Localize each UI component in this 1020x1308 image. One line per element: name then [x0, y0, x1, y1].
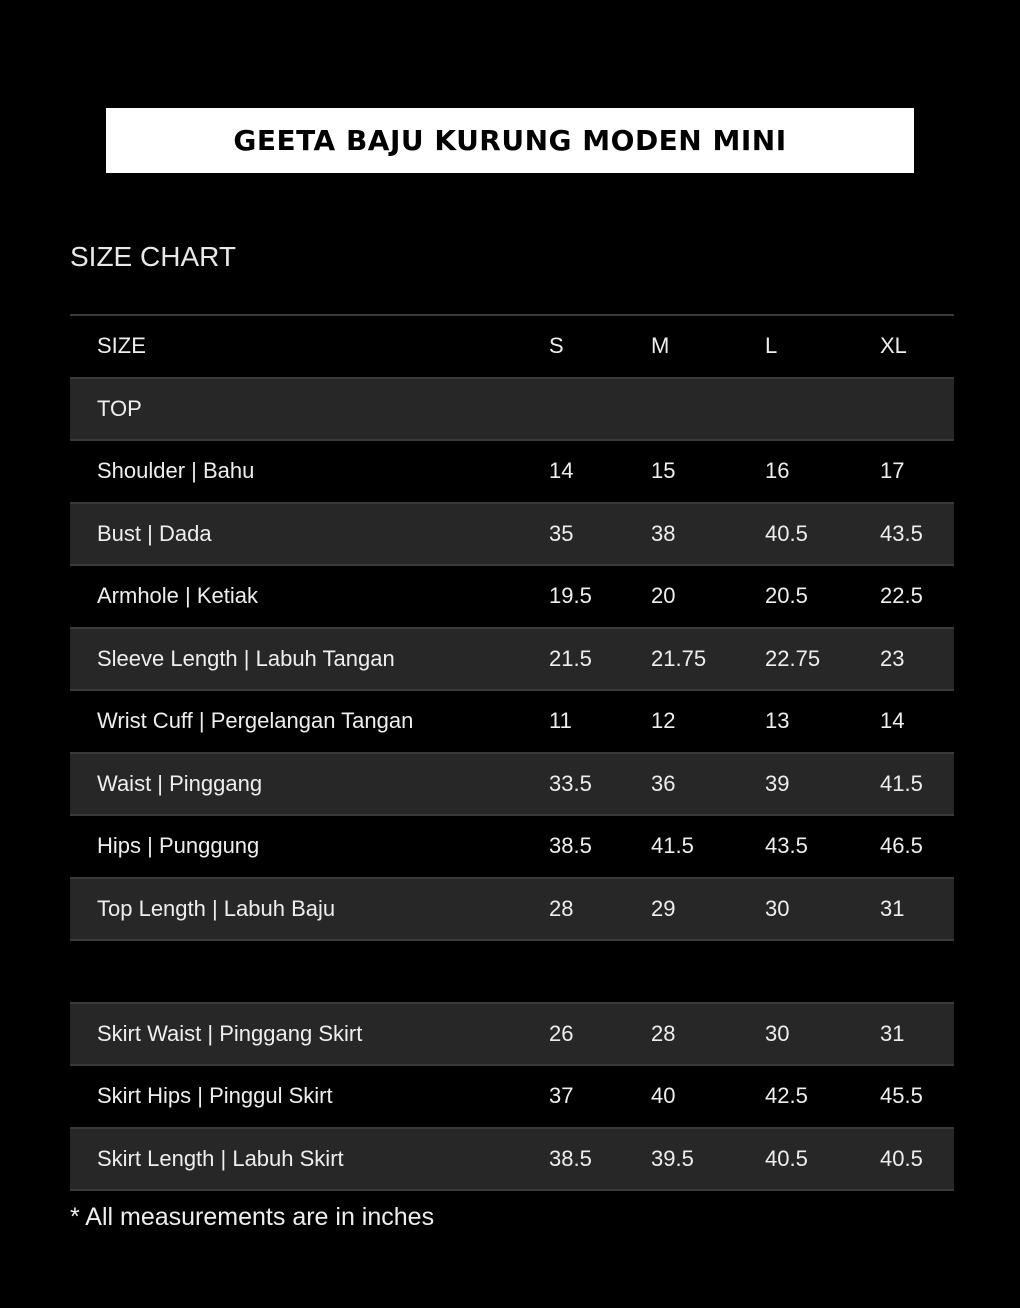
- header-size: SIZE: [97, 333, 146, 359]
- value-xl: 40.5: [880, 1145, 923, 1171]
- value-xl: 23: [880, 645, 905, 671]
- value-l: 42.5: [765, 1083, 808, 1109]
- value-m: 39.5: [651, 1145, 694, 1171]
- table-row: [70, 691, 954, 754]
- value-xl: 41.5: [880, 770, 923, 796]
- value-xl: 14: [880, 708, 905, 734]
- value-m: 36: [651, 770, 676, 796]
- section-spacer-row: [70, 941, 954, 1004]
- value-m: 28: [651, 1020, 676, 1046]
- value-s: 38.5: [549, 833, 592, 859]
- value-s: 37: [549, 1083, 574, 1109]
- measurement-footnote: * All measurements are in inches: [70, 1203, 435, 1231]
- value-m: 15: [651, 458, 676, 484]
- section-top-label: TOP: [97, 395, 142, 421]
- header-l: L: [765, 333, 778, 359]
- value-s: 21.5: [549, 645, 592, 671]
- measurement-label: Skirt Waist | Pinggang Skirt: [97, 1020, 363, 1046]
- table-row: [70, 754, 954, 817]
- value-s: 33.5: [549, 770, 592, 796]
- measurement-label: Hips | Punggung: [97, 833, 260, 859]
- value-l: 13: [765, 708, 790, 734]
- value-xl: 22.5: [880, 583, 923, 609]
- value-l: 30: [765, 1020, 790, 1046]
- measurement-label: Skirt Hips | Pinggul Skirt: [97, 1083, 333, 1109]
- value-l: 16: [765, 458, 790, 484]
- value-s: 14: [549, 458, 574, 484]
- value-l: 40.5: [765, 1145, 808, 1171]
- value-m: 20: [651, 583, 676, 609]
- value-m: 29: [651, 895, 676, 921]
- table-row: [70, 879, 954, 942]
- value-l: 20.5: [765, 583, 808, 609]
- value-l: 22.75: [765, 645, 821, 671]
- measurement-label: Sleeve Length | Labuh Tangan: [97, 645, 395, 671]
- value-xl: 31: [880, 1020, 905, 1046]
- table-row: [70, 816, 954, 879]
- table-header-row: [70, 316, 954, 379]
- value-m: 40: [651, 1083, 676, 1109]
- value-l: 30: [765, 895, 790, 921]
- value-s: 26: [549, 1020, 574, 1046]
- title-banner: [106, 108, 914, 173]
- header-m: M: [651, 333, 670, 359]
- table-row: [70, 1066, 954, 1129]
- value-xl: 43.5: [880, 520, 923, 546]
- table-row: [70, 629, 954, 692]
- value-xl: 17: [880, 458, 905, 484]
- value-xl: 45.5: [880, 1083, 923, 1109]
- header-s: S: [549, 333, 564, 359]
- table-row: [70, 1004, 954, 1067]
- value-l: 43.5: [765, 833, 808, 859]
- value-l: 40.5: [765, 520, 808, 546]
- value-m: 38: [651, 520, 676, 546]
- table-row: [70, 566, 954, 629]
- measurement-label: Waist | Pinggang: [97, 770, 263, 796]
- header-xl: XL: [880, 333, 907, 359]
- page-title: GEETA BAJU KURUNG MODEN MINI: [233, 124, 787, 157]
- value-l: 39: [765, 770, 790, 796]
- value-s: 11: [549, 708, 572, 734]
- measurement-label: Wrist Cuff | Pergelangan Tangan: [97, 708, 414, 734]
- value-s: 38.5: [549, 1145, 592, 1171]
- size-table: [70, 314, 954, 1191]
- table-row: [70, 1129, 954, 1192]
- measurement-label: Shoulder | Bahu: [97, 458, 255, 484]
- size-chart-heading: SIZE CHART: [70, 241, 236, 272]
- value-xl: 31: [880, 895, 905, 921]
- measurement-label: Skirt Length | Labuh Skirt: [97, 1145, 344, 1171]
- measurement-label: Bust | Dada: [97, 520, 212, 546]
- measurement-label: Top Length | Labuh Baju: [97, 895, 336, 921]
- table-row: [70, 504, 954, 567]
- value-m: 41.5: [651, 833, 694, 859]
- value-s: 28: [549, 895, 574, 921]
- value-xl: 46.5: [880, 833, 923, 859]
- value-s: 19.5: [549, 583, 592, 609]
- measurement-label: Armhole | Ketiak: [97, 583, 259, 609]
- value-m: 12: [651, 708, 676, 734]
- section-top-row: [70, 379, 954, 442]
- value-s: 35: [549, 520, 574, 546]
- value-m: 21.75: [651, 645, 707, 671]
- table-row: [70, 441, 954, 504]
